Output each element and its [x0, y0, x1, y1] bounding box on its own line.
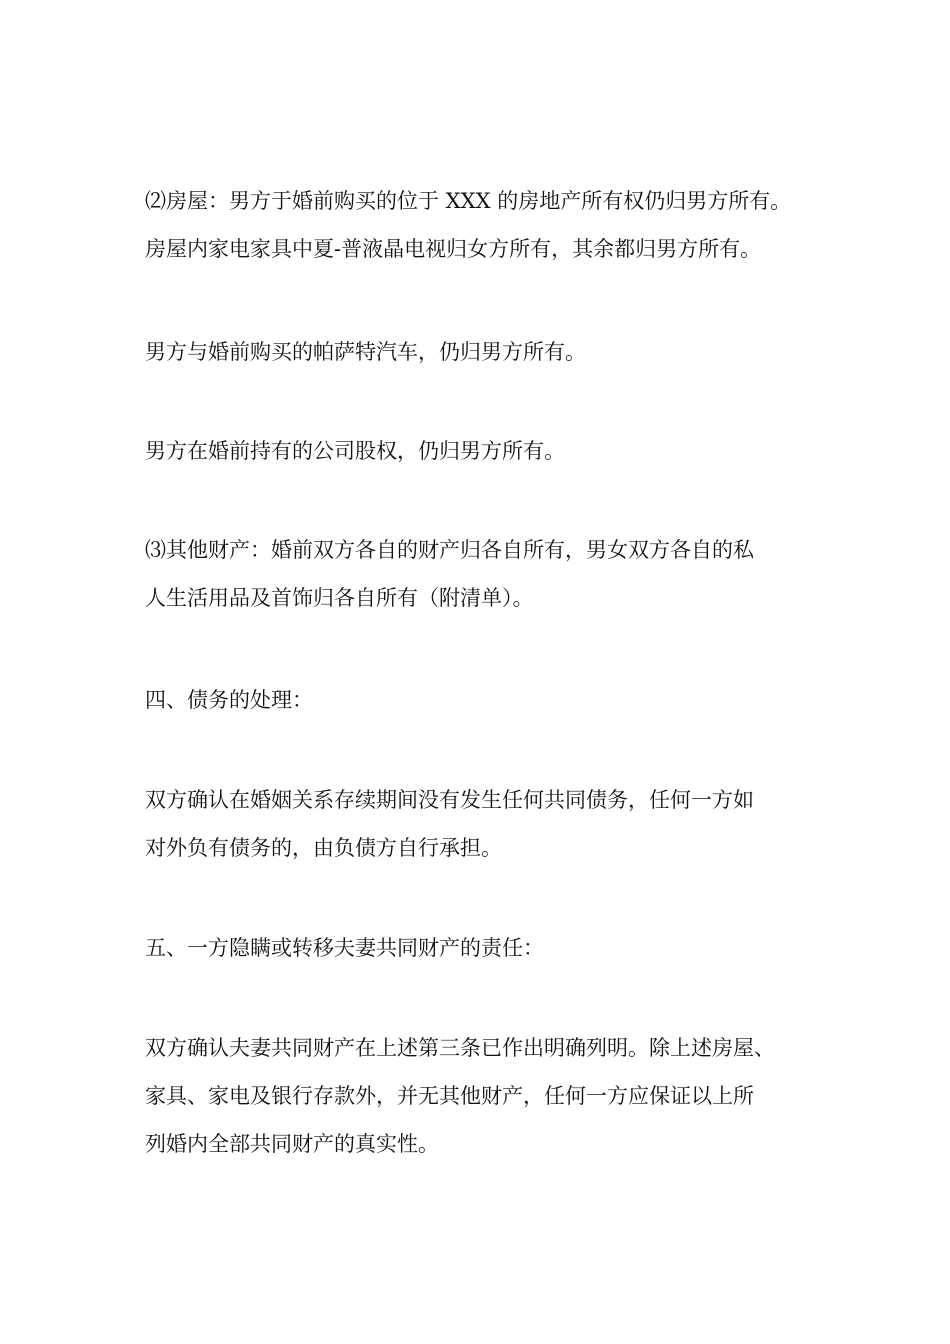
- paragraph-equity: [145, 427, 835, 475]
- paragraph-joint-property: [145, 1024, 835, 1168]
- text-line: 房屋内家电家具中夏-普液晶电视归女方所有，其余都归男方所有。: [145, 237, 762, 261]
- section-heading-debts: [145, 676, 835, 724]
- text-line: 双方确认在婚姻关系存续期间没有发生任何共同债务，任何一方如: [145, 788, 754, 812]
- paragraph-house: [145, 177, 835, 273]
- paragraph-debts: [145, 776, 835, 872]
- text-line: ⑶其他财产：婚前双方各自的财产归各自所有，男女双方各自的私: [145, 538, 754, 562]
- heading-line: 四、债务的处理：: [145, 688, 313, 712]
- text-line: 列婚内全部共同财产的真实性。: [145, 1132, 439, 1156]
- section-heading-concealment: [145, 924, 835, 972]
- heading-line: 五、一方隐瞒或转移夫妻共同财产的责任：: [145, 936, 544, 960]
- text-line: ⑵房屋：男方于婚前购买的位于 XXX 的房地产所有权仍归男方所有。: [145, 189, 792, 213]
- text-line: 男方与婚前购买的帕萨特汽车，仍归男方所有。: [145, 340, 586, 364]
- text-line: 双方确认夫妻共同财产在上述第三条已作出明确列明。除上述房屋、: [145, 1036, 775, 1060]
- paragraph-car: [145, 328, 835, 376]
- text-line: 男方在婚前持有的公司股权，仍归男方所有。: [145, 439, 565, 463]
- text-line: 人生活用品及首饰归各自所有（附清单）。: [145, 586, 534, 610]
- paragraph-other-property: [145, 526, 835, 622]
- text-line: 家具、家电及银行存款外，并无其他财产，任何一方应保证以上所: [145, 1084, 754, 1108]
- text-line: 对外负有债务的，由负债方自行承担。: [145, 836, 502, 860]
